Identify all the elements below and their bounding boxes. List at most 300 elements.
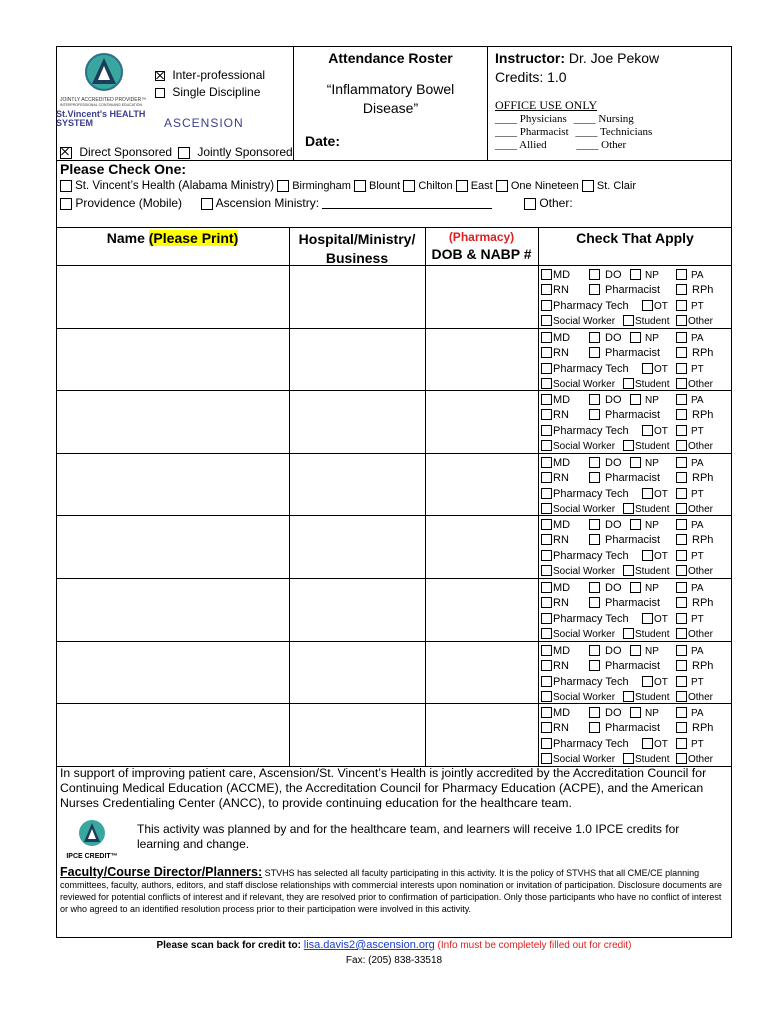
dob-cell[interactable]	[425, 642, 538, 704]
rn-label: RN	[553, 534, 569, 547]
option-providence: Providence (Mobile)	[75, 196, 183, 210]
pa-label: PA	[691, 520, 704, 532]
pa-checkbox[interactable]	[676, 645, 687, 656]
accredited-provider-text: JOINTLY ACCREDITED PROVIDER™	[60, 97, 147, 103]
np-label: NP	[645, 645, 659, 657]
option-other: Other:	[539, 196, 573, 210]
pharmacist-checkbox[interactable]	[589, 472, 600, 483]
checkbox-birmingham[interactable]	[277, 180, 289, 192]
student-checkbox[interactable]	[623, 503, 634, 514]
roster-title: Attendance Roster	[328, 50, 453, 66]
rph-label: RPh	[692, 534, 714, 547]
office-blank: ____	[495, 126, 517, 138]
pharmacist-label: Pharmacist	[605, 471, 661, 484]
np-checkbox[interactable]	[630, 269, 641, 280]
name-cell[interactable]	[56, 329, 289, 391]
jointly-sponsored-checkbox[interactable]	[178, 147, 190, 159]
credits-value: 1.0	[547, 69, 567, 85]
student-checkbox[interactable]	[623, 565, 634, 576]
do-checkbox[interactable]	[589, 645, 600, 656]
pt-label: PT	[691, 363, 704, 375]
faculty-text: STVHS has selected all faculty participating in this activity. It is the policy of STVHS that all CME/CE planning committees, faculty, authors, editors, and staff disclose relationships with commercial interests upon nomination or invitation of participation. Disclosure documents are reviewed for potential conflicts of interest and if relevant, they are resolved prior to confirmation of participation. Only those participants who have no conflict of interest or who agreed to an identified resolution process prior to their participation were involved in this activity.	[60, 868, 722, 914]
rph-checkbox[interactable]	[676, 472, 687, 483]
single-discipline-option[interactable]	[155, 85, 260, 99]
col-header-dob	[425, 229, 538, 263]
name-cell[interactable]	[56, 579, 289, 641]
rph-label: RPh	[692, 346, 714, 359]
hospital-cell[interactable]	[289, 266, 425, 328]
other-checkbox[interactable]	[676, 378, 687, 389]
rn-checkbox[interactable]	[541, 660, 552, 671]
social-worker-label: Social Worker	[553, 754, 616, 766]
student-checkbox[interactable]	[623, 315, 634, 326]
md-checkbox[interactable]	[541, 645, 552, 656]
pharmacy-tech-label: Pharmacy Tech	[553, 675, 629, 688]
pharmacy-tech-checkbox[interactable]	[541, 488, 552, 499]
ot-checkbox[interactable]	[642, 550, 653, 561]
other-checkbox[interactable]	[676, 503, 687, 514]
social-worker-label: Social Worker	[553, 441, 616, 453]
checkbox-ascension-ministry[interactable]	[201, 198, 213, 210]
pa-label: PA	[691, 583, 704, 594]
rn-checkbox[interactable]	[541, 409, 552, 420]
pt-checkbox[interactable]	[676, 613, 687, 624]
md-checkbox[interactable]	[541, 519, 552, 530]
do-checkbox[interactable]	[589, 332, 600, 343]
ipce-statement: This activity was planned by and for the healthcare team, and learners will receive 1.0 IPCE credits for learning and change.	[137, 822, 680, 851]
pharmacy-tech-label: Pharmacy Tech	[553, 487, 629, 500]
pharmacy-tech-checkbox[interactable]	[541, 550, 552, 561]
ot-label: OT	[654, 363, 668, 375]
check-cell	[538, 642, 732, 704]
pa-checkbox[interactable]	[676, 519, 687, 530]
office-allied: Allied	[519, 139, 547, 151]
single-discipline-checkbox[interactable]	[155, 88, 165, 98]
faculty-title: Faculty/Course Director/Planners:	[60, 865, 263, 879]
md-checkbox[interactable]	[541, 457, 552, 468]
accredited-triangle-icon	[60, 50, 150, 94]
pharmacist-label: Pharmacist	[605, 346, 661, 359]
student-label: Student	[635, 503, 670, 515]
ot-checkbox[interactable]	[642, 613, 653, 624]
pharmacy-tech-label: Pharmacy Tech	[553, 362, 629, 375]
interprofessional-label: Inter-professional	[172, 68, 266, 82]
pt-label: PT	[691, 488, 704, 500]
ot-label: OT	[654, 301, 668, 312]
social-worker-label: Social Worker	[553, 316, 616, 327]
option-ascension-ministry: Ascension Ministry:	[215, 196, 320, 210]
course-title-line1: “Inflammatory Bowel	[326, 81, 455, 97]
other-label: Other	[688, 441, 714, 453]
rn-label: RN	[553, 409, 569, 422]
rph-label: RPh	[692, 409, 714, 422]
do-label: DO	[605, 644, 622, 657]
dob-cell[interactable]	[425, 454, 538, 516]
office-use-grid	[495, 113, 725, 152]
pa-checkbox[interactable]	[676, 582, 687, 593]
pharmacy-tech-label: Pharmacy Tech	[553, 425, 629, 438]
name-cell[interactable]	[56, 642, 289, 704]
ot-checkbox[interactable]	[642, 676, 653, 687]
interprofessional-option[interactable]	[155, 68, 265, 82]
pharmacist-checkbox[interactable]	[589, 534, 600, 545]
pt-label: PT	[691, 301, 704, 312]
student-label: Student	[635, 316, 670, 327]
md-checkbox[interactable]	[541, 332, 552, 343]
dob-cell[interactable]	[425, 516, 538, 578]
do-checkbox[interactable]	[589, 269, 600, 280]
do-label: DO	[605, 519, 622, 532]
check-cell	[538, 704, 732, 766]
social-worker-label: Social Worker	[553, 378, 616, 390]
check-cell	[538, 454, 732, 516]
other-checkbox[interactable]	[676, 565, 687, 576]
rph-label: RPh	[692, 284, 714, 296]
md-checkbox[interactable]	[541, 707, 552, 718]
md-checkbox[interactable]	[541, 582, 552, 593]
checkbox-blount[interactable]	[354, 180, 366, 192]
hospital-cell[interactable]	[289, 329, 425, 391]
np-label: NP	[645, 457, 659, 469]
do-label: DO	[605, 331, 622, 344]
rph-label: RPh	[692, 659, 714, 672]
pharmacist-label: Pharmacist	[605, 597, 661, 609]
do-checkbox[interactable]	[589, 394, 600, 405]
office-use-title: OFFICE USE ONLY	[495, 98, 598, 112]
ot-label: OT	[654, 676, 668, 688]
ipce-logo-text: IPCE CREDIT™	[66, 853, 118, 860]
col-dob-pharmacy: (Pharmacy)	[448, 230, 515, 244]
pa-label: PA	[691, 708, 704, 720]
check-cell	[538, 391, 732, 453]
md-label: MD	[553, 582, 571, 594]
np-checkbox[interactable]	[630, 394, 641, 405]
rn-checkbox[interactable]	[541, 597, 552, 608]
instructor-line	[495, 50, 659, 66]
check-cell	[538, 579, 732, 641]
pharmacy-tech-label: Pharmacy Tech	[553, 550, 629, 563]
other-checkbox[interactable]	[676, 691, 687, 702]
col-hospital-line1: Hospital/Ministry/	[298, 231, 416, 247]
option-one-nineteen: One Nineteen	[510, 180, 579, 192]
table-row	[56, 328, 732, 390]
pharmacy-tech-label: Pharmacy Tech	[553, 613, 629, 625]
hospital-cell[interactable]	[289, 704, 425, 766]
other-label: Other	[688, 754, 714, 766]
md-label: MD	[553, 394, 571, 407]
checkbox-other[interactable]	[524, 198, 536, 210]
office-physicians: Physicians	[519, 113, 567, 125]
checkbox-st-clair[interactable]	[582, 180, 594, 192]
option-st-clair: St. Clair	[596, 180, 636, 192]
name-cell[interactable]	[56, 454, 289, 516]
credits-line	[495, 69, 567, 85]
rph-label: RPh	[692, 471, 714, 484]
direct-sponsored-label: Direct Sponsored	[79, 145, 173, 159]
checkbox-one-nineteen[interactable]	[496, 180, 508, 192]
ot-label: OT	[654, 426, 668, 438]
rn-checkbox[interactable]	[541, 347, 552, 358]
np-checkbox[interactable]	[630, 332, 641, 343]
pt-checkbox[interactable]	[676, 738, 687, 749]
pt-label: PT	[691, 551, 704, 563]
pharmacist-checkbox[interactable]	[589, 660, 600, 671]
do-label: DO	[605, 269, 622, 281]
dob-cell[interactable]	[425, 329, 538, 391]
md-label: MD	[553, 519, 571, 532]
pa-checkbox[interactable]	[676, 332, 687, 343]
other-checkbox[interactable]	[676, 628, 687, 639]
np-checkbox[interactable]	[630, 582, 641, 593]
stvincents-logo	[56, 110, 156, 136]
dob-cell[interactable]	[425, 266, 538, 328]
office-blank: ____	[495, 113, 517, 125]
pa-label: PA	[691, 395, 704, 407]
table-row	[56, 703, 732, 765]
other-option	[524, 196, 573, 210]
social-worker-checkbox[interactable]	[541, 315, 552, 326]
rn-label: RN	[553, 597, 569, 609]
ot-checkbox[interactable]	[642, 363, 653, 374]
interprofessional-checkbox[interactable]	[155, 71, 165, 81]
name-cell[interactable]	[56, 704, 289, 766]
pharmacy-tech-checkbox[interactable]	[541, 363, 552, 374]
social-worker-checkbox[interactable]	[541, 565, 552, 576]
rn-checkbox[interactable]	[541, 472, 552, 483]
col-dob-label: DOB & NABP #	[431, 246, 532, 262]
social-worker-label: Social Worker	[553, 503, 616, 515]
pharmacist-label: Pharmacist	[605, 284, 661, 296]
ot-checkbox[interactable]	[642, 300, 653, 311]
pa-checkbox[interactable]	[676, 707, 687, 718]
accredited-provider-sub: INTERPROFESSIONAL CONTINUING EDUCATION	[60, 103, 143, 107]
np-checkbox[interactable]	[630, 457, 641, 468]
pharmacist-checkbox[interactable]	[589, 347, 600, 358]
other-label: Other	[688, 566, 714, 578]
checkbox-providence[interactable]	[60, 198, 72, 210]
pa-checkbox[interactable]	[676, 394, 687, 405]
other-checkbox[interactable]	[676, 753, 687, 764]
rn-checkbox[interactable]	[541, 722, 552, 733]
do-label: DO	[605, 582, 622, 594]
col-header-check: Check That Apply	[576, 230, 694, 246]
other-checkbox[interactable]	[676, 315, 687, 326]
md-label: MD	[553, 269, 571, 281]
checkbox-st-vincents[interactable]	[60, 180, 72, 192]
pt-checkbox[interactable]	[676, 363, 687, 374]
pt-checkbox[interactable]	[676, 676, 687, 687]
pa-label: PA	[691, 270, 704, 281]
pa-checkbox[interactable]	[676, 457, 687, 468]
direct-sponsored-checkbox[interactable]	[60, 147, 72, 159]
md-checkbox[interactable]	[541, 269, 552, 280]
check-one-title: Please Check One:	[60, 161, 187, 177]
rn-label: RN	[553, 722, 569, 735]
scan-email[interactable]: lisa.davis2@ascension.org	[303, 939, 435, 951]
other-label: Other	[688, 316, 714, 327]
jointly-sponsored-option[interactable]	[178, 145, 293, 159]
name-cell[interactable]	[56, 391, 289, 453]
social-worker-checkbox[interactable]	[541, 378, 552, 389]
do-checkbox[interactable]	[589, 582, 600, 593]
ot-checkbox[interactable]	[642, 425, 653, 436]
ot-checkbox[interactable]	[642, 488, 653, 499]
table-row	[56, 390, 732, 452]
pharmacist-checkbox[interactable]	[589, 284, 600, 295]
option-chilton: Chilton	[418, 180, 453, 192]
col-header-name	[56, 230, 289, 246]
student-checkbox[interactable]	[623, 628, 634, 639]
social-worker-checkbox[interactable]	[541, 753, 552, 764]
checkbox-chilton[interactable]	[403, 180, 415, 192]
rph-label: RPh	[692, 722, 714, 735]
social-worker-checkbox[interactable]	[541, 503, 552, 514]
md-label: MD	[553, 331, 571, 344]
student-label: Student	[635, 566, 670, 578]
social-worker-checkbox[interactable]	[541, 691, 552, 702]
do-checkbox[interactable]	[589, 457, 600, 468]
do-label: DO	[605, 394, 622, 407]
pharmacy-tech-label: Pharmacy Tech	[553, 738, 629, 751]
pa-checkbox[interactable]	[676, 269, 687, 280]
pharmacy-tech-label: Pharmacy Tech	[553, 300, 629, 312]
name-cell[interactable]	[56, 266, 289, 328]
pt-checkbox[interactable]	[676, 488, 687, 499]
col-hospital-line2: Business	[325, 250, 389, 266]
office-blank: ____	[576, 139, 599, 151]
table-row	[56, 265, 732, 327]
rph-checkbox[interactable]	[676, 347, 687, 358]
pharmacy-tech-checkbox[interactable]	[541, 676, 552, 687]
table-row	[56, 578, 732, 640]
ot-label: OT	[654, 488, 668, 500]
np-checkbox[interactable]	[630, 645, 641, 656]
student-checkbox[interactable]	[623, 753, 634, 764]
instructor-label: Instructor:	[495, 50, 565, 66]
checkbox-east[interactable]	[456, 180, 468, 192]
check-cell	[538, 329, 732, 391]
student-checkbox[interactable]	[623, 691, 634, 702]
rph-checkbox[interactable]	[676, 660, 687, 671]
table-top-line	[56, 227, 732, 228]
social-worker-label: Social Worker	[553, 691, 616, 703]
other-checkbox[interactable]	[676, 440, 687, 451]
pharmacy-tech-checkbox[interactable]	[541, 425, 552, 436]
hospital-cell[interactable]	[289, 579, 425, 641]
option-blount: Blount	[369, 180, 401, 192]
office-technicians: Technicians	[599, 126, 653, 138]
student-label: Student	[635, 691, 670, 703]
ascension-logo	[164, 116, 244, 130]
rn-label: RN	[553, 471, 569, 484]
course-title-line2: Disease”	[362, 100, 419, 116]
direct-sponsored-option[interactable]	[60, 145, 172, 159]
pharmacy-tech-checkbox[interactable]	[541, 738, 552, 749]
np-label: NP	[645, 708, 659, 720]
scan-label: Please scan back for credit to:	[156, 940, 301, 951]
pt-checkbox[interactable]	[676, 550, 687, 561]
md-checkbox[interactable]	[541, 394, 552, 405]
ipce-triangle-icon	[77, 818, 107, 848]
pharmacist-checkbox[interactable]	[589, 722, 600, 733]
np-label: NP	[645, 583, 659, 594]
option-st-vincents: St. Vincent’s Health (Alabama Ministry)	[75, 180, 275, 192]
student-checkbox[interactable]	[623, 378, 634, 389]
do-checkbox[interactable]	[589, 519, 600, 530]
dob-cell[interactable]	[425, 391, 538, 453]
student-label: Student	[635, 378, 670, 390]
social-worker-label: Social Worker	[553, 629, 616, 640]
rph-checkbox[interactable]	[676, 409, 687, 420]
pharmacy-tech-checkbox[interactable]	[541, 613, 552, 624]
pharmacist-checkbox[interactable]	[589, 409, 600, 420]
social-worker-checkbox[interactable]	[541, 628, 552, 639]
table-row	[56, 453, 732, 515]
stvincents-logo-text: St.Vincent's HEALTH SYSTEM	[56, 109, 146, 128]
course-title	[294, 80, 487, 118]
ot-checkbox[interactable]	[642, 738, 653, 749]
rph-checkbox[interactable]	[676, 722, 687, 733]
rph-checkbox[interactable]	[676, 597, 687, 608]
do-checkbox[interactable]	[589, 707, 600, 718]
header-divider-2	[487, 46, 488, 160]
pt-checkbox[interactable]	[676, 300, 687, 311]
instructor-name: Dr. Joe Pekow	[568, 50, 660, 66]
office-pharmacist: Pharmacist	[519, 126, 569, 138]
pt-checkbox[interactable]	[676, 425, 687, 436]
pharmacist-label: Pharmacist	[605, 409, 661, 422]
rn-checkbox[interactable]	[541, 284, 552, 295]
pharmacist-checkbox[interactable]	[589, 597, 600, 608]
np-checkbox[interactable]	[630, 519, 641, 530]
rph-checkbox[interactable]	[676, 284, 687, 295]
np-label: NP	[645, 520, 659, 532]
fax-line: Fax: (205) 838-33518	[345, 955, 443, 966]
option-east: East	[470, 180, 493, 192]
pt-label: PT	[691, 614, 704, 625]
rph-checkbox[interactable]	[676, 534, 687, 545]
dob-cell[interactable]	[425, 704, 538, 766]
np-checkbox[interactable]	[630, 707, 641, 718]
table-row	[56, 515, 732, 577]
ot-label: OT	[654, 551, 668, 563]
do-label: DO	[605, 707, 622, 720]
ot-label: OT	[654, 739, 668, 751]
rph-label: RPh	[692, 597, 714, 609]
other-label: Other	[688, 378, 714, 390]
jointly-accredited-logo	[60, 50, 150, 110]
check-cell	[538, 266, 732, 328]
np-label: NP	[645, 395, 659, 407]
student-checkbox[interactable]	[623, 440, 634, 451]
hospital-cell[interactable]	[289, 516, 425, 578]
pharmacy-tech-checkbox[interactable]	[541, 300, 552, 311]
scan-line	[56, 939, 732, 951]
other-label: Other	[688, 691, 714, 703]
pa-label: PA	[691, 332, 704, 344]
hospital-cell[interactable]	[289, 642, 425, 704]
ascension-ministry-option	[201, 196, 319, 210]
ipce-logo	[62, 818, 122, 860]
social-worker-checkbox[interactable]	[541, 440, 552, 451]
office-blank: ____	[575, 126, 598, 138]
name-cell[interactable]	[56, 516, 289, 578]
hospital-cell[interactable]	[289, 391, 425, 453]
ascension-ministry-blank[interactable]	[322, 208, 492, 209]
hospital-cell[interactable]	[289, 454, 425, 516]
dob-cell[interactable]	[425, 579, 538, 641]
rn-checkbox[interactable]	[541, 534, 552, 545]
